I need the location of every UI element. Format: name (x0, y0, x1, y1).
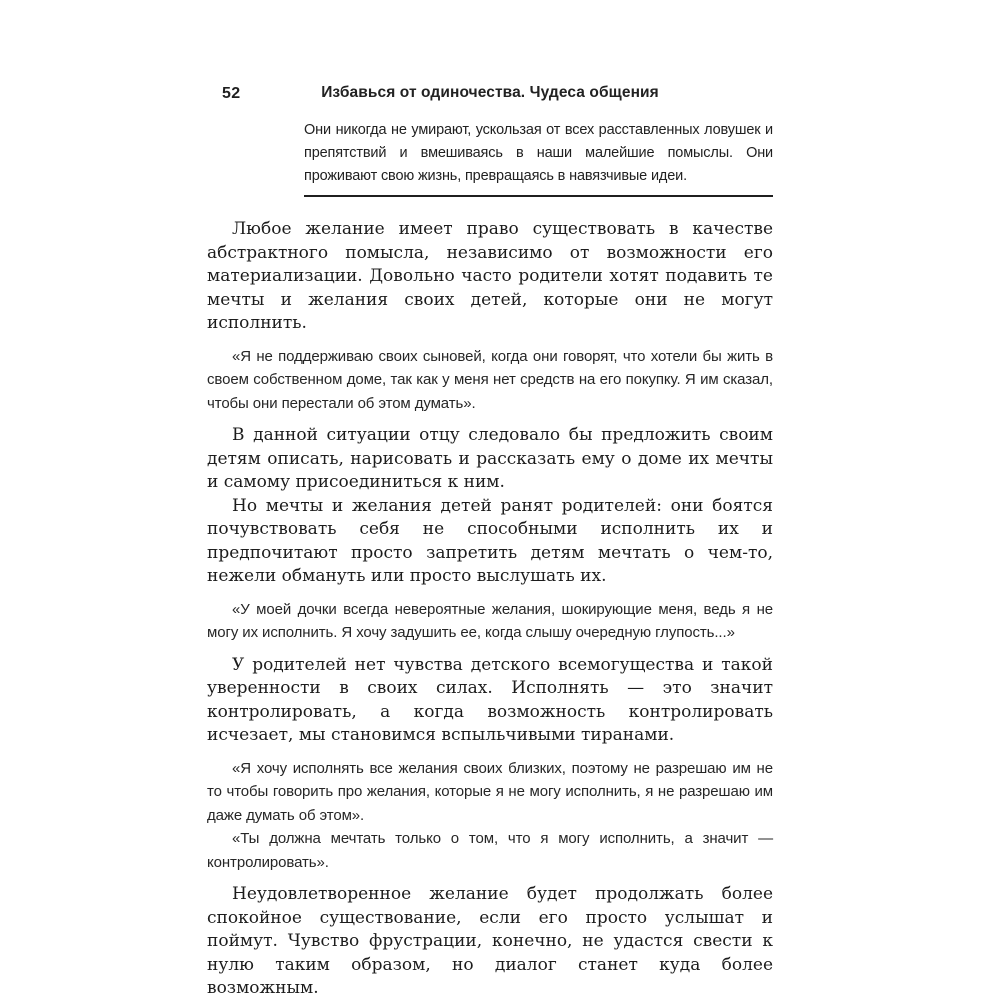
quote-paragraph: «Ты должна мечтать только о том, что я могу исполнить, а значит — контролировать». (207, 830, 773, 871)
paragraph: Неудовлетворенное желание будет продолжать более спокойное существование, если его просто услышат и поймут. Чувство фрустрации, конечно, не удастся свести к нулю таким образом, но диалог станет куда более возможным. (207, 884, 773, 998)
body-text (207, 218, 773, 1000)
page-content (207, 84, 773, 1000)
page-number: 52 (222, 85, 241, 102)
paragraph: В данной ситуации отцу следовало бы предложить своим детям описать, нарисовать и рассказать ему о доме их мечты и самому присоединиться к ним. (207, 425, 773, 492)
quote-paragraph: «Я не поддерживаю своих сыновей, когда они говорят, что хотели бы жить в своем собственном доме, так как у меня нет средств на его покупку. Я им сказал, чтобы они перестали об этом думать». (207, 347, 773, 412)
quote-paragraph: «У моей дочки всегда невероятные желания, шокирующие меня, ведь я не могу их исполнить. Я хочу задушить ее, когда слышу очередную глупость...» (207, 600, 773, 641)
paragraph: Любое желание имеет право существовать в качестве абстрактного помысла, независимо от возможности его материализации. Довольно часто родители хотят подавить те мечты и желания своих детей, которые они не могут исполнить. (207, 219, 773, 333)
running-title: Избавься от одиночества. Чудеса общения (321, 84, 659, 101)
paragraph: У родителей нет чувства детского всемогущества и такой уверенности в своих силах. Исполнять — это значит контролировать, а когда возможность контролировать исчезает, мы становимся вспыльчивыми тиранами. (207, 654, 773, 745)
paragraph: Но мечты и желания детей ранят родителей: они боятся почувствовать себя не способными исполнить их и предпочитают просто запретить детям мечтать о чем-то, нежели обмануть или просто выслушать их. (207, 495, 773, 586)
page-header (207, 84, 773, 106)
epigraph: Они никогда не умирают, ускользая от всех расставленных ловушек и препятствий и вмешиваясь в наши малейшие помыслы. Они проживают свою жизнь, превращаясь в навязчивые идеи. (304, 119, 773, 197)
quote-paragraph: «Я хочу исполнять все желания своих близких, поэтому не разрешаю им не то чтобы говорить про желания, которые я не могу исполнить, я не разрешаю им даже думать об этом». (207, 759, 773, 824)
